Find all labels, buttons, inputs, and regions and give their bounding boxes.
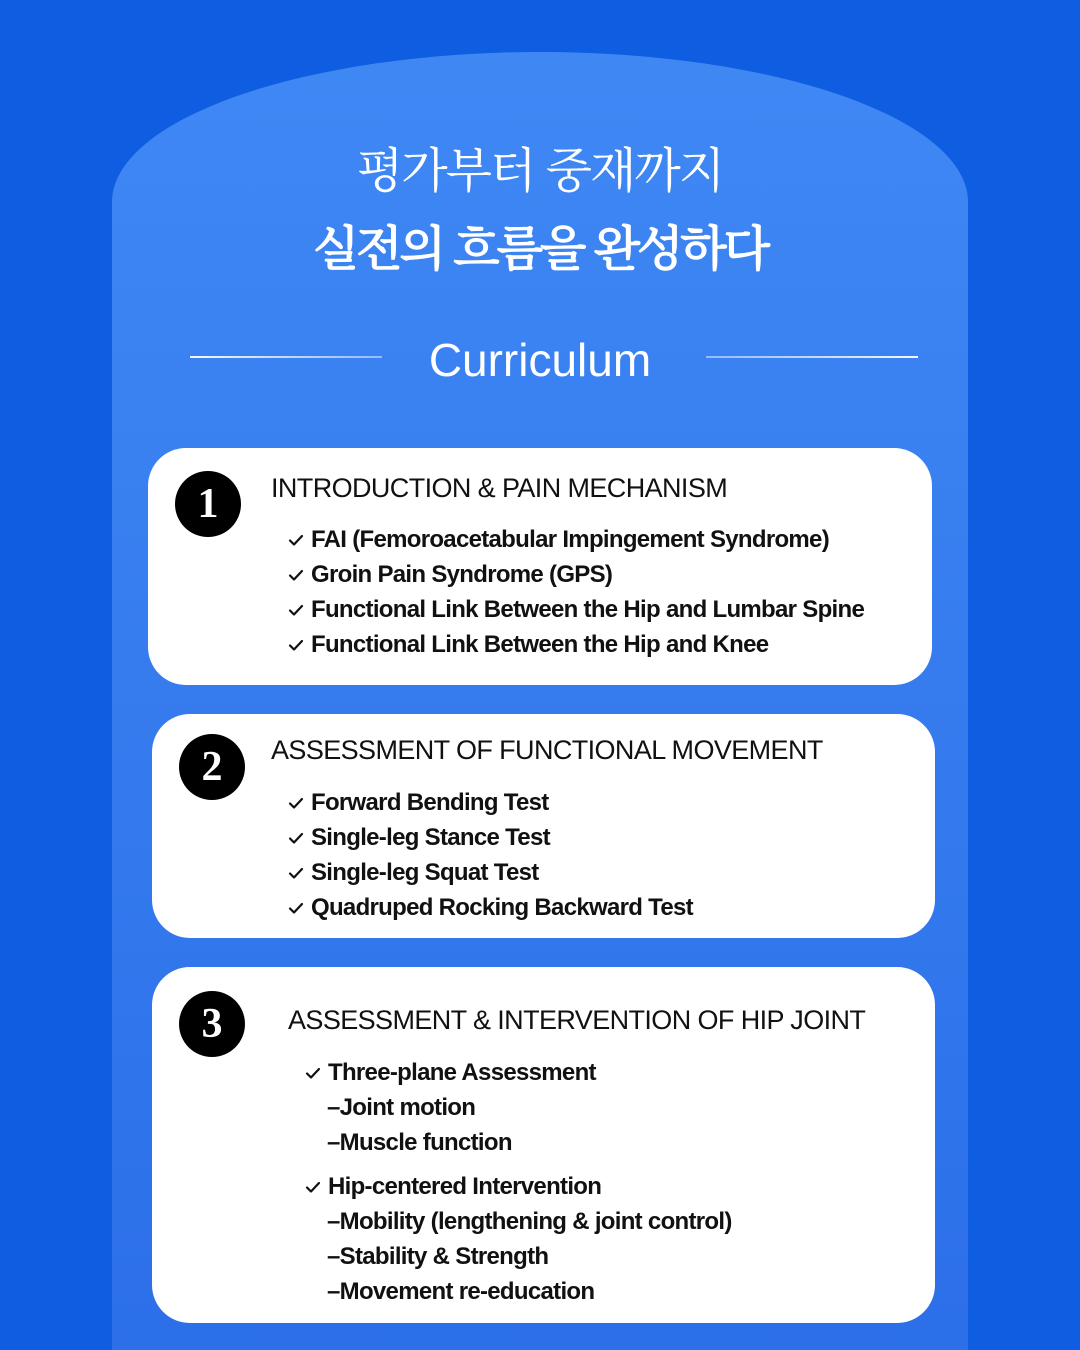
list-item-label: FAI (Femoroacetabular Impingement Syndrome): [311, 525, 829, 553]
list-item-label: Groin Pain Syndrome (GPS): [311, 560, 613, 588]
list-item: [288, 592, 864, 627]
module-number-badge: [179, 734, 245, 800]
list-item: [288, 522, 864, 557]
list-item: [305, 1055, 732, 1090]
module-number-badge: [179, 991, 245, 1057]
list-item-label: Functional Link Between the Hip and Knee: [311, 630, 769, 658]
section-label: Curriculum: [428, 334, 652, 386]
list-item: [288, 820, 693, 855]
list-item-label: Forward Bending Test: [311, 788, 549, 816]
headline-line-2: 실전의 흐름을 완성하다: [312, 223, 768, 276]
list-item-label: Quadruped Rocking Backward Test: [311, 893, 693, 921]
check-icon: [288, 532, 304, 548]
check-icon: [288, 637, 304, 653]
list-item-label: Single-leg Squat Test: [311, 858, 539, 886]
check-icon: [305, 1065, 321, 1081]
module-heading: ASSESSMENT & INTERVENTION OF HIP JOINT: [288, 1005, 866, 1035]
check-icon: [288, 795, 304, 811]
module-card-3: [152, 967, 935, 1323]
module-heading: INTRODUCTION & PAIN MECHANISM: [271, 473, 728, 503]
module-card-2: [152, 714, 935, 938]
check-icon: [288, 865, 304, 881]
module-topic-list: [305, 1055, 732, 1309]
module-number-badge: [175, 471, 241, 537]
sub-list-item: –Joint motion: [327, 1093, 476, 1121]
check-icon: [288, 900, 304, 916]
module-topic-list: [288, 522, 864, 662]
module-number: 2: [201, 744, 223, 790]
list-item: [288, 627, 864, 662]
sub-list-item: –Muscle function: [327, 1128, 512, 1156]
headline-line-1: 평가부터 중재까지: [356, 145, 724, 198]
module-topic-list: [288, 785, 693, 925]
module-card-1: [148, 448, 932, 685]
list-item: [288, 890, 693, 925]
topic-group: [305, 1055, 732, 1160]
sub-list-item: –Movement re-education: [327, 1277, 595, 1305]
check-icon: [288, 567, 304, 583]
module-number: 3: [201, 1001, 223, 1047]
sub-list-item: –Mobility (lengthening & joint control): [327, 1207, 732, 1235]
list-item: [288, 785, 693, 820]
list-item-label: Single-leg Stance Test: [311, 823, 550, 851]
check-icon: [288, 602, 304, 618]
check-icon: [288, 830, 304, 846]
module-heading: ASSESSMENT OF FUNCTIONAL MOVEMENT: [271, 735, 823, 765]
module-number: 1: [197, 481, 219, 527]
list-item: [305, 1169, 732, 1204]
list-item-label: Hip-centered Intervention: [328, 1172, 602, 1200]
list-item-label: Three-plane Assessment: [328, 1058, 596, 1086]
list-item-label: Functional Link Between the Hip and Lumbar Spine: [311, 595, 865, 623]
list-item: [288, 557, 864, 592]
divider-right: [706, 356, 918, 358]
list-item: [288, 855, 693, 890]
check-icon: [305, 1179, 321, 1195]
topic-group: [305, 1169, 732, 1309]
sub-list-item: –Stability & Strength: [327, 1242, 549, 1270]
